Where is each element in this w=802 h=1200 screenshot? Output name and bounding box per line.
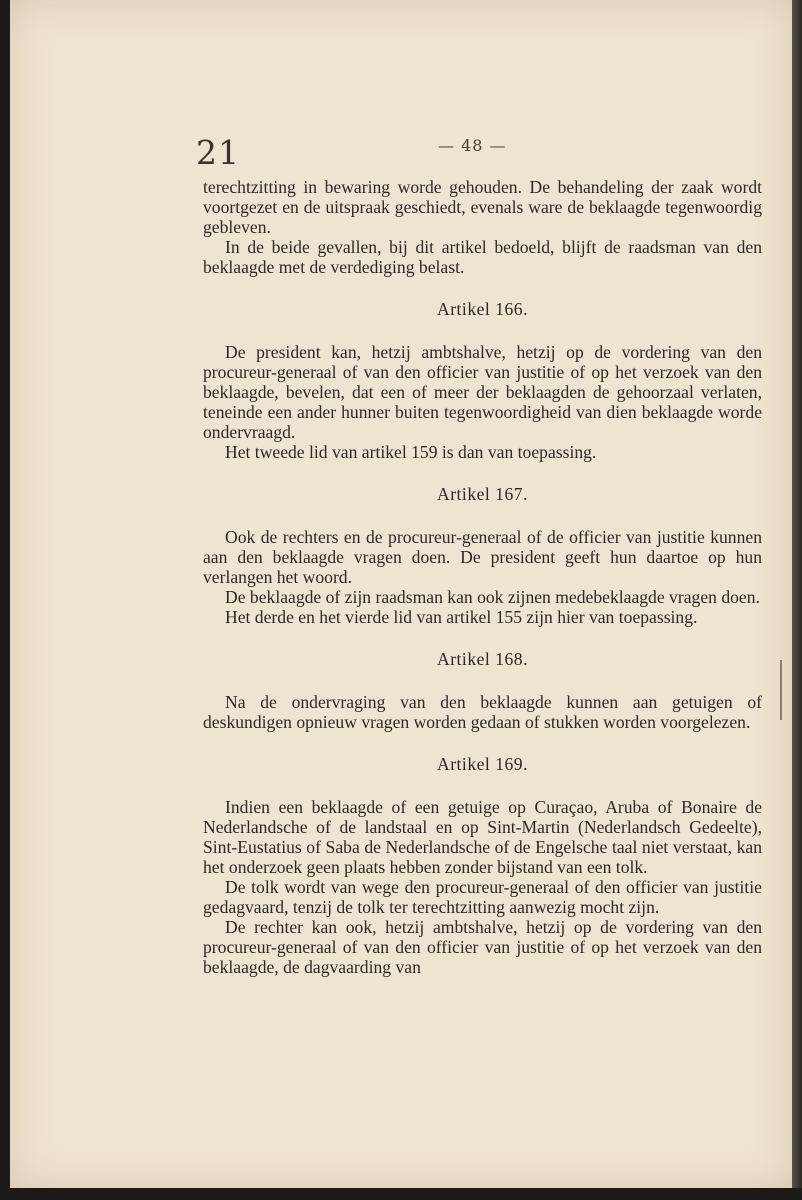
page-number: 21 (196, 133, 240, 172)
folio-number: — 48 — (438, 136, 507, 155)
paragraph: Indien een beklaagde of een getuige op Curaçao, Aruba of Bonaire de Nederlandsche of de landstaal en op Sint-Martin (Nederlandsch Gedeelte), Sint-Eustatius of Saba de Nederlandsche of de Engelsche taal niet verstaat, kan het onderzoek geen plaats hebben zonder bijstand van een tolk. (203, 797, 762, 877)
paragraph: De president kan, hetzij ambtshalve, hetzij op de vordering van den procureur-generaal of van den officier van justitie of op het verzoek van den beklaagde, bevelen, dat een of meer der beklaagden de gehoorzaal verlaten, teneinde een ander hunner buiten tegenwoordigheid van dien beklaagde worde ondervraagd. (203, 342, 762, 442)
article-heading-168: Artikel 168. (436, 649, 529, 669)
page-sheet (10, 0, 794, 1188)
page-body (203, 177, 762, 977)
article-heading-167: Artikel 167. (436, 484, 529, 504)
paragraph: De beklaagde of zijn raadsman kan ook zijnen medebeklaagde vragen doen. (225, 587, 760, 607)
paragraph: Ook de rechters en de procureur-generaal of de officier van justitie kunnen aan den beklaagde vragen doen. De president geeft hun daartoe op hun verlangen het woord. (203, 527, 762, 587)
paragraph: De rechter kan ook, hetzij ambtshalve, hetzij op de vordering van den procureur-generaal of van den officier van justitie of op het verzoek van den beklaagde, de dagvaarding van (203, 917, 762, 977)
paragraph-continued: terechtzitting in bewaring worde gehouden. De behandeling der zaak wordt voortgezet en de uitspraak geschiedt, evenals ware de beklaagde tegenwoordig gebleven. (203, 177, 762, 237)
paragraph: De tolk wordt van wege den procureur-generaal of den officier van justitie gedagvaard, tenzij de tolk ter terechtzitting aanwezig mocht zijn. (203, 877, 762, 917)
article-heading-169: Artikel 169. (436, 754, 529, 774)
article-heading-166: Artikel 166. (436, 299, 529, 319)
bleed-through-mark (780, 660, 782, 720)
paragraph: Het tweede lid van artikel 159 is dan van toepassing. (225, 442, 597, 462)
paragraph: In de beide gevallen, bij dit artikel bedoeld, blijft de raadsman van den beklaagde met de verdediging belast. (203, 237, 762, 277)
binding-edge (792, 0, 802, 1188)
paragraph: Het derde en het vierde lid van artikel 155 zijn hier van toepassing. (225, 607, 698, 627)
paragraph: Na de ondervraging van den beklaagde kunnen aan getuigen of deskundigen opnieuw vragen worden gedaan of stukken worden voorgelezen. (203, 692, 762, 732)
